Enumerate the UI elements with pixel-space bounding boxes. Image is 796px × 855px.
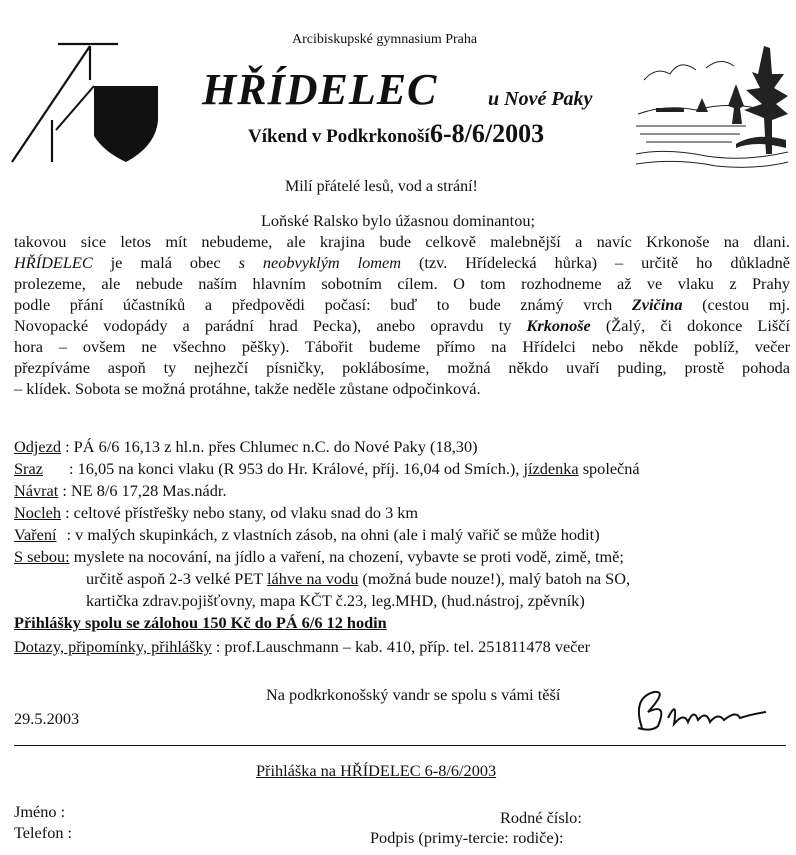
closing-text: Na podkrkonošský vandr se spolu s vámi těší <box>266 685 561 704</box>
form-title: Přihláška na HŘÍDELEC 6-8/6/2003 <box>256 761 497 780</box>
letter-line-9: – klídek. Sobota se možná protáhne, takže neděle zůstane odpočinková. <box>14 379 481 398</box>
detail-nocleh: Nocleh : celtové přístřešky nebo stany, od vlaku snad do 3 km <box>14 503 419 522</box>
detail-sraz: Sraz : 16,05 na konci vlaku (R 953 do Hr. Králové, příj. 16,04 od Smích.), jízdenka společná <box>14 459 640 478</box>
letter-date: 29.5.2003 <box>14 709 80 728</box>
letter-line-3: HŘÍDELEC je malá obec s neobvyklým lomem (tzv. Hřídelecká hůrka) – určitě ho důkladně <box>14 253 791 272</box>
landscape-illustration <box>636 44 788 172</box>
registration-note: Přihlášky spolu se zálohou 150 Kč do PÁ 6/6 12 hodin <box>14 613 387 632</box>
event-dates: 6-8/6/2003 <box>430 119 545 148</box>
detail-odjezd: Odjezd : PÁ 6/6 16,13 z hl.n. přes Chlumec n.C. do Nové Paky (18,30) <box>14 437 478 456</box>
letter-line-1: Loňské Ralsko bylo úžasnou dominantou; <box>260 211 536 230</box>
letter-line-8: přezpíváme aspoň ty nejhezčí písničky, poklábosíme, možná někdo uvaří puding, prostě pohoda <box>14 358 790 377</box>
form-phone-label: Telefon : <box>14 823 73 842</box>
form-birth-label: Rodné číslo: <box>500 808 582 827</box>
letter-line-5: podle přání účastníků a předpovědi počasí: buď to bude známý vrch Zvičina (cestou mj. <box>14 295 790 314</box>
detail-sebou-line-2: určitě aspoň 2-3 velké PET láhve na vodu (možná bude nouze!), malý batoh na SO, <box>86 569 631 588</box>
letter-line-6: Novopacké vodopády a parádní hrad Pecka), anebo opravdu ty Krkonoše (Žalý, či dokonce Liščí <box>14 316 790 335</box>
letter-line-7: hora – ovšem ne všechno pěšky). Tábořit budeme přímo na Hřídelci nebo někde poblíž, večer <box>14 337 790 356</box>
school-name: Arcibiskupské gymnasium Praha <box>292 32 478 47</box>
village-name: HŘÍDELEC <box>14 253 93 272</box>
letter-line-2: takovou sice letos mít nebudeme, ale krajina bude celkově malebnější a navíc Krkonoše na dlani. <box>14 232 790 251</box>
divider <box>14 745 786 746</box>
detail-sebou: S sebou: myslete na nocování, na jídlo a vaření, na chození, vybavte se proti vodě, zimě, tmě; <box>14 547 624 566</box>
page-subtitle: u Nové Paky <box>488 88 593 110</box>
detail-vareni: Vaření : v malých skupinkách, z vlastních zásob, na ohni (ale i malý vařič se může hodit) <box>14 525 600 544</box>
letter-line-4: prolezeme, ale nebude naším hlavním sobotním cílem. O tom rozhodneme až ve vlaku z Prahy <box>14 274 790 293</box>
weekend-heading: Víkend v Podkrkonoší <box>248 126 430 147</box>
greeting: Milí přátelé lesů, vod a strání! <box>285 178 478 195</box>
detail-contact: Dotazy, připomínky, přihlášky : prof.Lauschmann – kab. 410, příp. tel. 251811478 večer <box>14 637 591 656</box>
form-sign-label: Podpis (primy-tercie: rodiče): <box>370 828 564 847</box>
handwritten-signature <box>628 688 768 734</box>
detail-navrat: Návrat : NE 8/6 17,28 Mas.nádr. <box>14 481 227 500</box>
school-logo <box>8 40 168 166</box>
detail-sebou-line-3: kartička zdrav.pojišťovny, mapa KČT č.23, leg.MHD, (hud.nástroj, zpěvník) <box>86 591 585 610</box>
page-title: HŘÍDELEC <box>202 65 438 114</box>
form-name-label: Jméno : <box>14 802 66 821</box>
